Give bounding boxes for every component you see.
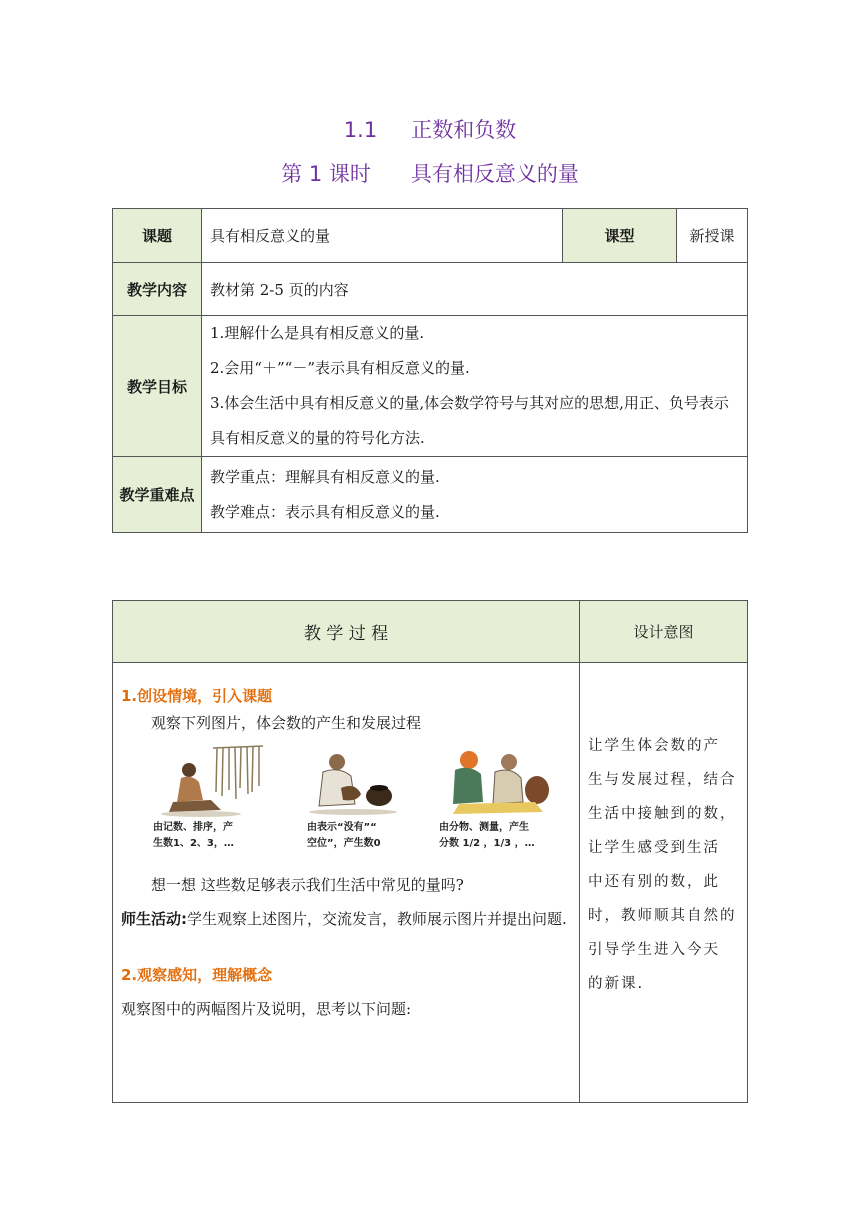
intent-label: 设计意图 (580, 601, 748, 663)
section1-title: 1.创设情境，引入课题 (121, 687, 273, 705)
section-title: 正数和负数 (411, 118, 517, 142)
topic-label: 课题 (113, 209, 202, 263)
intent-line: 生与发展过程，结合 (588, 772, 737, 788)
type-value: 新授课 (677, 209, 748, 263)
difficulty-list (202, 457, 748, 533)
section-heading (0, 114, 860, 144)
figure-zero (297, 744, 415, 862)
intent-line: 让学生体会数的产 (588, 738, 720, 754)
lesson-number: 第 1 课时 (281, 162, 371, 186)
pottery-person-illustration (297, 744, 415, 820)
figure-fractions (439, 744, 557, 862)
think-question: 想一想 这些数足够表示我们生活中常见的量吗? (151, 876, 464, 894)
lesson-heading (0, 158, 860, 188)
activity-label: 师生活动: (121, 910, 187, 928)
topic-value: 具有相反意义的量 (202, 209, 563, 263)
teaching-process-table (112, 600, 748, 1103)
type-label: 课型 (563, 209, 677, 263)
intent-line: 中还有别的数，此 (588, 874, 720, 890)
activity-paragraph (121, 902, 571, 936)
goals-list (202, 316, 748, 457)
process-content (113, 663, 580, 1103)
intent-line: 时，教师顺其自然的 (588, 908, 737, 924)
goal-item: 3.体会生活中具有相反意义的量,体会数学符号与其对应的思想,用正、负号表示具有相反意义的量的符号化方法. (210, 394, 729, 447)
difficulty-item: 教学难点：表示具有相反意义的量. (210, 502, 440, 521)
design-intent (580, 663, 748, 1103)
counting-person-illustration (151, 744, 269, 820)
number-origin-figures (121, 744, 571, 862)
lesson-title: 具有相反意义的量 (410, 162, 579, 186)
section-number: 1.1 (343, 118, 378, 142)
content-label: 教学内容 (113, 263, 202, 316)
goal-item: 1.理解什么是具有相反意义的量. (210, 324, 425, 342)
intent-line: 生活中接触到的数， (588, 806, 737, 822)
figure-counting (151, 744, 269, 862)
figure-caption: 由表示“没有”“ 空位”，产生数0 (307, 822, 381, 849)
process-label: 教 学 过 程 (113, 601, 580, 663)
section2-text: 观察图中的两幅图片及说明，思考以下问题: (121, 1000, 412, 1018)
content-value: 教材第 2-5 页的内容 (202, 263, 748, 316)
goals-label: 教学目标 (113, 316, 202, 457)
difficulty-item: 教学重点：理解具有相反意义的量. (210, 467, 440, 486)
goal-item: 2.会用“＋”“－”表示具有相反意义的量. (210, 359, 470, 377)
activity-text: 学生观察上述图片，交流发言，教师展示图片并提出问题. (187, 910, 567, 928)
intent-line: 的新课. (588, 976, 645, 992)
figure-caption: 由分物、测量，产生 分数 1/2 ，1/3 ，… (439, 822, 535, 849)
figure-caption: 由记数、排序，产 生数1、2、3，… (153, 822, 234, 849)
lesson-info-table (112, 208, 748, 533)
measuring-people-illustration (439, 744, 557, 820)
difficulty-label: 教学重难点 (113, 457, 202, 533)
section1-intro: 观察下列图片，体会数的产生和发展过程 (151, 714, 422, 732)
intent-line: 让学生感受到生活 (588, 840, 720, 856)
section2-title: 2.观察感知，理解概念 (121, 966, 273, 984)
intent-line: 引导学生进入今天 (588, 942, 720, 958)
